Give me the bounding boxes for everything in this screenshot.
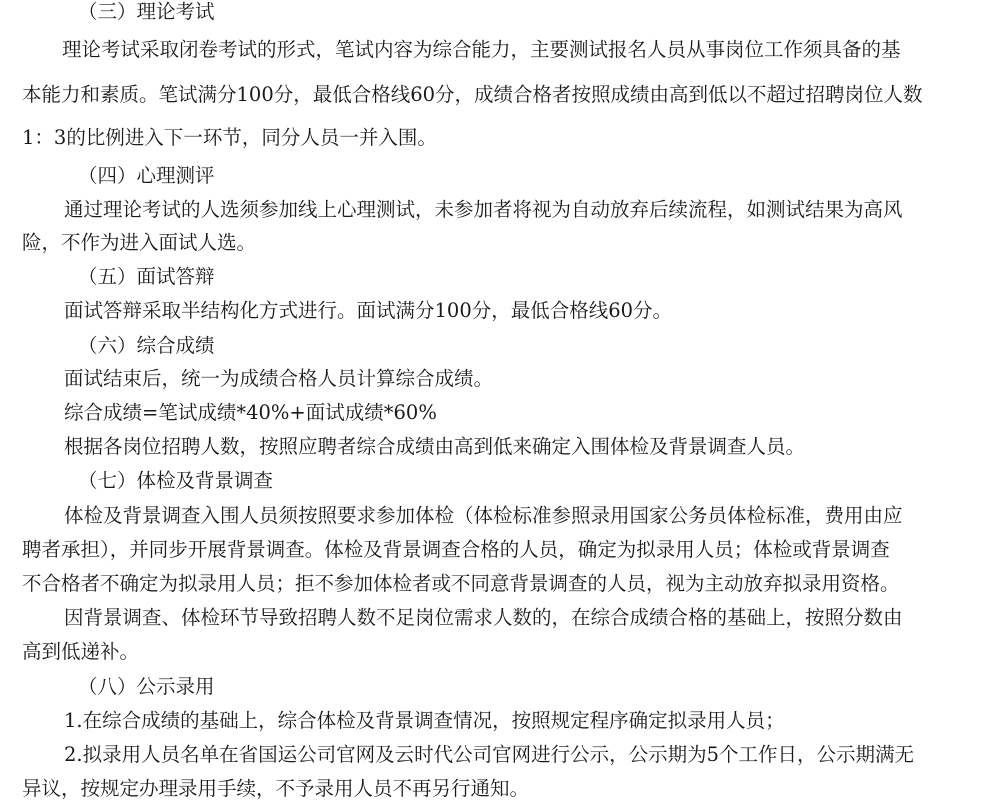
paragraph-line: 面试结束后，统一为成绩合格人员计算综合成绩。 [64, 367, 494, 390]
paragraph-line: 体检及背景调查入围人员须按照要求参加体检（体检标准参照录用国家公务员体检标准，费用由应 [64, 504, 903, 527]
paragraph-line: 异议，按规定办理录用手续，不予录用人员不再另行通知。 [22, 777, 530, 800]
paragraph-line: 1：3的比例进入下一环节，同分人员一并入围。 [22, 126, 437, 149]
paragraph-line: 不合格者不确定为拟录用人员；拒不参加体检者或不同意背景调查的人员，视为主动放弃拟录用资格。 [22, 572, 900, 595]
paragraph-line: 理论考试采取闭卷考试的形式，笔试内容为综合能力，主要测试报名人员从事岗位工作须具备的基 [62, 38, 901, 61]
paragraph-line: 通过理论考试的人选须参加线上心理测试，未参加者将视为自动放弃后续流程，如测试结果为高风 [64, 198, 903, 221]
section-heading-7: （七）体检及背景调查 [78, 469, 274, 492]
list-item: 2.拟录用人员名单在省国运公司官网及云时代公司官网进行公示，公示期为5个工作日，公示期满无 [64, 743, 915, 766]
paragraph-line: 本能力和素质。笔试满分100分，最低合格线60分，成绩合格者按照成绩由高到低以不超过招聘岗位人数 [22, 83, 923, 106]
section-heading-3: （三）理论考试 [78, 0, 215, 23]
paragraph-line: 聘者承担），并同步开展背景调查。体检及背景调查合格的人员，确定为拟录用人员；体检或背景调查 [22, 538, 890, 561]
paragraph-line: 面试答辩采取半结构化方式进行。面试满分100分，最低合格线60分。 [64, 299, 673, 322]
list-item: 1.在综合成绩的基础上，综合体检及背景调查情况，按照规定程序确定拟录用人员； [64, 709, 785, 732]
paragraph-line: 高到低递补。 [22, 640, 140, 663]
section-heading-4: （四）心理测评 [78, 164, 215, 187]
paragraph-line: 因背景调查、体检环节导致招聘人数不足岗位需求人数的，在综合成绩合格的基础上，按照分数由 [64, 606, 903, 629]
formula-line: 综合成绩=笔试成绩*40%+面试成绩*60% [64, 401, 437, 424]
paragraph-line: 险，不作为进入面试人选。 [22, 231, 257, 254]
section-heading-8: （八）公示录用 [78, 675, 215, 698]
section-heading-5: （五）面试答辩 [78, 265, 215, 288]
paragraph-line: 根据各岗位招聘人数，按照应聘者综合成绩由高到低来确定入围体检及背景调查人员。 [64, 435, 806, 458]
section-heading-6: （六）综合成绩 [78, 334, 215, 357]
